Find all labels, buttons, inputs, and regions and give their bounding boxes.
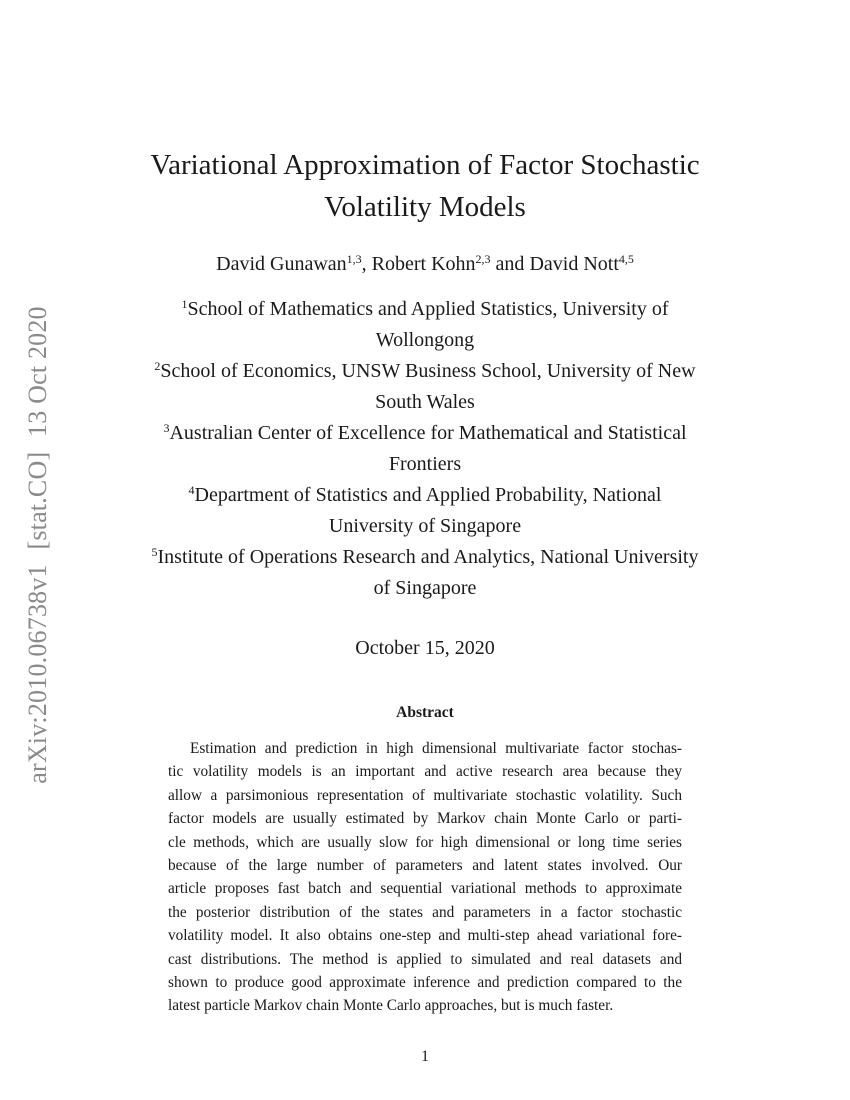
affiliation-text: School of Economics, UNSW Business School, University of New xyxy=(160,360,696,382)
author-name: Robert Kohn xyxy=(371,253,476,275)
affiliation-item xyxy=(125,542,725,604)
title-line-2: Volatility Models xyxy=(324,191,526,223)
abstract-line: volatility model. It also obtains one-step and multi-step ahead variational fore- xyxy=(168,927,682,945)
author-name: David Nott xyxy=(529,253,619,275)
page-number: 1 xyxy=(421,1048,429,1065)
affiliation-text: Australian Center of Excellence for Mathematical and Statistical xyxy=(169,422,687,444)
affiliation-line xyxy=(125,542,725,573)
author-affiliation-marker: 4,5 xyxy=(618,252,634,266)
author-affiliation-marker: 1,3 xyxy=(346,252,362,266)
affiliation-list xyxy=(125,294,725,604)
abstract-line: tic volatility models is an important and active research area because they xyxy=(168,763,682,781)
abstract-line: cle methods, which are usually slow for high dimensional or long time series xyxy=(168,833,682,851)
abstract-heading: Abstract xyxy=(396,704,454,721)
affiliation-text: Department of Statistics and Applied Probability, National xyxy=(194,484,662,506)
affiliation-line: of Singapore xyxy=(373,577,477,599)
affiliation-line xyxy=(125,294,725,325)
affiliation-item xyxy=(125,418,725,480)
affiliation-line xyxy=(125,480,725,511)
abstract-line: factor models are usually estimated by Markov chain Monte Carlo or parti- xyxy=(168,810,682,828)
author-list xyxy=(125,250,725,278)
affiliation-marker: 5 xyxy=(151,545,158,559)
title-line-1: Variational Approximation of Factor Stochastic xyxy=(150,149,700,181)
affiliation-line: Frontiers xyxy=(388,453,462,475)
author-name: David Gunawan xyxy=(216,253,347,275)
affiliation-marker: 4 xyxy=(188,483,195,497)
affiliation-line: Wollongong xyxy=(375,329,475,351)
abstract-line: allow a parsimonious representation of multivariate stochastic volatility. Such xyxy=(168,786,682,804)
affiliation-item xyxy=(125,356,725,418)
affiliation-marker: 1 xyxy=(181,297,188,311)
affiliation-item xyxy=(125,294,725,356)
affiliation-marker: 3 xyxy=(163,421,170,435)
author-affiliation-marker: 2,3 xyxy=(475,252,491,266)
author-separator: and xyxy=(490,253,530,275)
abstract-line: shown to produce good approximate inference and prediction compared to the xyxy=(168,974,682,992)
abstract-line: article proposes fast batch and sequential variational methods to approximate xyxy=(168,880,682,898)
affiliation-line: South Wales xyxy=(375,391,475,413)
arxiv-date: 13 Oct 2020 xyxy=(23,306,52,437)
affiliation-marker: 2 xyxy=(154,359,161,373)
arxiv-category: [stat.CO] xyxy=(23,451,52,550)
affiliation-line xyxy=(125,356,725,387)
author-separator: , xyxy=(361,253,372,275)
affiliation-text: School of Mathematics and Applied Statistics, University of xyxy=(187,298,669,320)
paper-title xyxy=(125,144,725,228)
affiliation-line: University of Singapore xyxy=(328,515,522,537)
affiliation-line xyxy=(125,418,725,449)
abstract-line: Estimation and prediction in high dimensional multivariate factor stochas- xyxy=(190,740,682,757)
arxiv-identifier-stamp xyxy=(23,302,53,788)
arxiv-id: arXiv:2010.06738v1 xyxy=(23,564,52,784)
abstract-line: cast distributions. The method is applied to simulated and real datasets and xyxy=(168,950,682,968)
affiliation-item xyxy=(125,480,725,542)
abstract-line: the posterior distribution of the states and parameters in a factor stochastic xyxy=(168,903,682,921)
abstract-line: latest particle Markov chain Monte Carlo approaches, but is much faster. xyxy=(168,997,614,1015)
affiliation-text: Institute of Operations Research and Analytics, National University xyxy=(157,546,699,568)
abstract-line: because of the large number of parameters and latent states involved. Our xyxy=(168,857,682,875)
abstract-body xyxy=(168,737,682,1018)
publication-date: October 15, 2020 xyxy=(355,637,495,659)
